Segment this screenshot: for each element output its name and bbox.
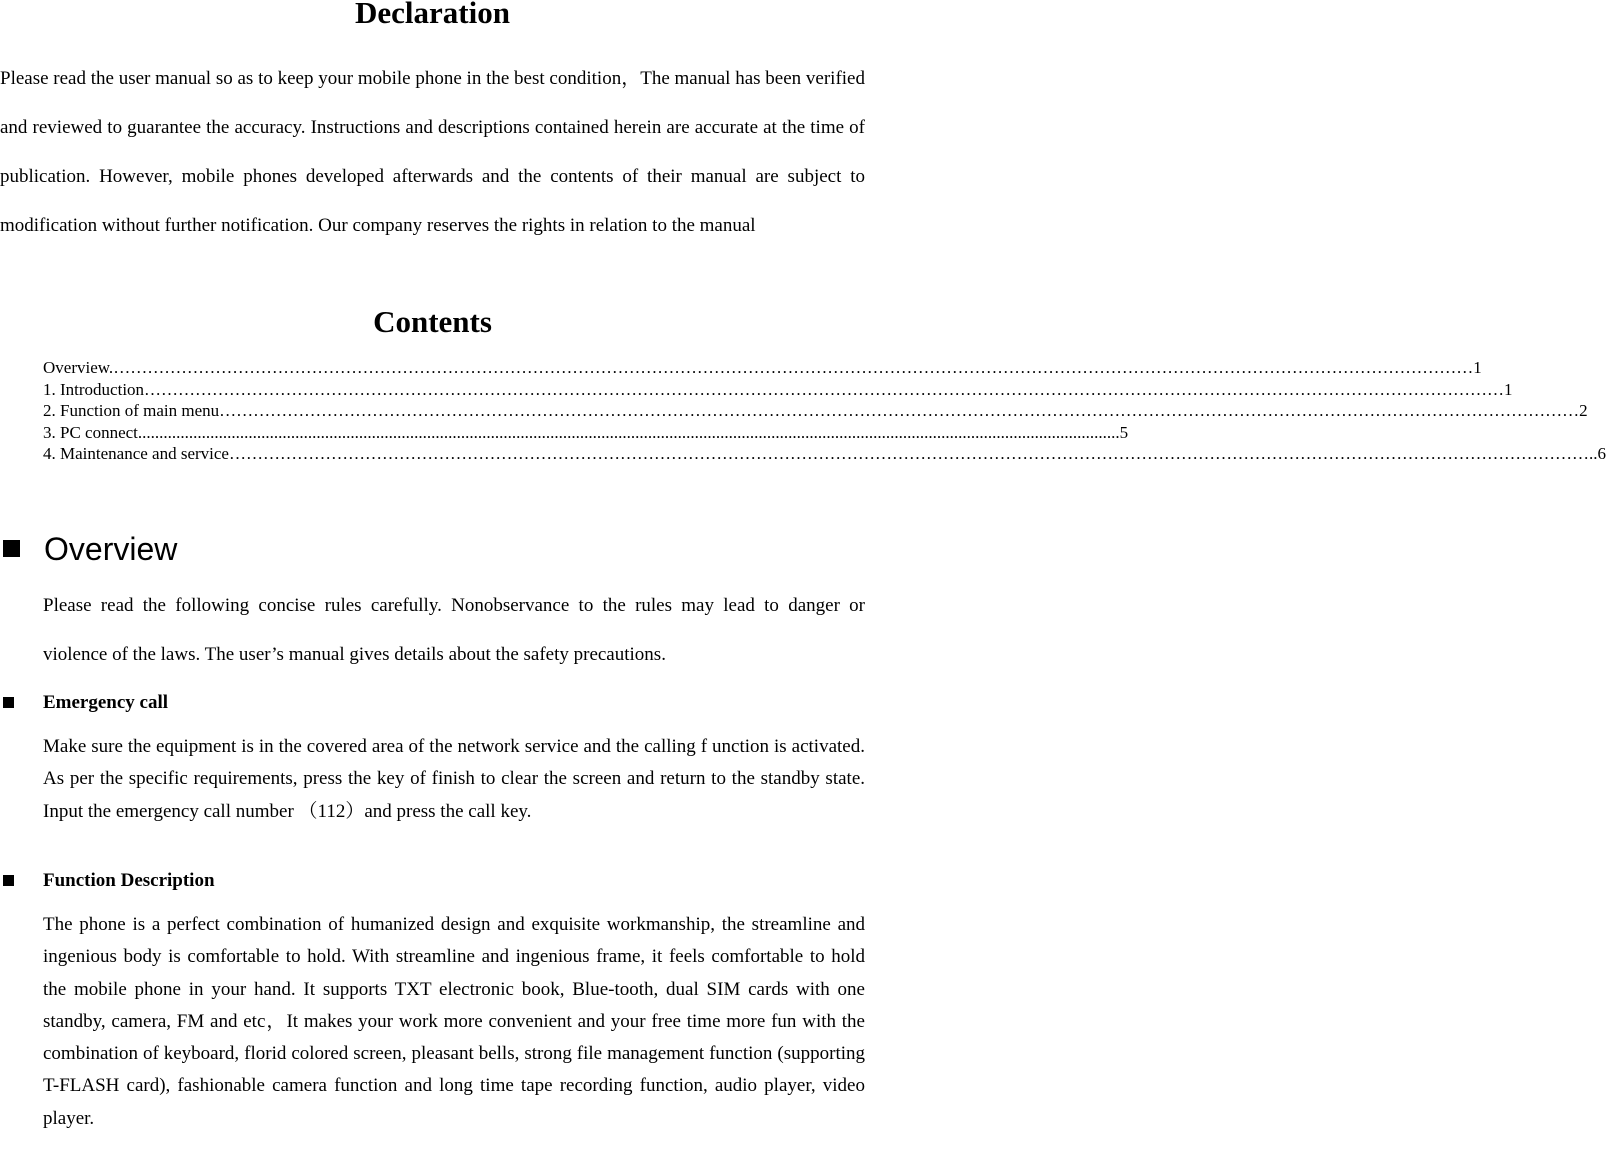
toc-entry-leader: ....................................................................................................................................................................................................................................... <box>137 422 1120 442</box>
toc-entry[interactable] <box>43 443 1606 465</box>
toc-entry-leader: …………………………………………………………………………………………………………………………………………………………………………………………………………………… <box>219 401 1580 420</box>
table-of-contents <box>43 357 1606 465</box>
toc-entry-label: Overview. <box>43 358 114 377</box>
toc-entry-page: 2 <box>1579 401 1588 420</box>
declaration-title: Declaration <box>355 0 510 30</box>
toc-entry-label: 2. Function of main menu <box>43 401 220 420</box>
toc-entry-page: 1 <box>1504 379 1513 399</box>
toc-entry[interactable] <box>43 400 1588 422</box>
toc-entry-leader: …………………………………………………………………………………………………………………………………………………………………………………………………………………… <box>144 379 1505 399</box>
square-bullet-icon <box>3 875 14 886</box>
toc-entry-leader: …………………………………………………………………………………………………………………………………………………………………………………………………………………… <box>113 358 1474 377</box>
emergency-title: Emergency call <box>43 692 169 713</box>
toc-entry-label: 3. PC connect <box>43 422 138 442</box>
toc-entry-page: 5 <box>1119 422 1129 442</box>
square-bullet-icon <box>3 697 14 708</box>
toc-entry-label: 1. Introduction <box>43 379 145 399</box>
emergency-body: Make sure the equipment is in the covered area of the network service and the calling f unction is activated. As per the specific requirements, press the key of finish to clear the screen and return to the standby state. Input the emergency call number （112）and press the call key. <box>43 736 865 822</box>
toc-entry-page: 1 <box>1473 358 1482 377</box>
overview-intro: Please read the following concise rules carefully. Nonobservance to the rules may lead to danger or violence of the laws. The user’s manual gives details about the safety precautions. <box>43 595 865 665</box>
toc-entry[interactable] <box>43 379 1513 401</box>
declaration-body: Please read the user manual so as to keep your mobile phone in the best condition，The manual has been verified and reviewed to guarantee the accuracy. Instructions and descriptions contained herein are accurate at the time of publication. However, mobile phones developed afterwards and the contents of their manual are subject to modification without further notification. Our company reserves the rights in relation to the manual <box>0 68 865 236</box>
toc-entry-label: 4. Maintenance and service <box>43 444 229 463</box>
toc-entry[interactable] <box>43 422 1129 444</box>
toc-entry-page: ..6 <box>1588 444 1606 463</box>
function-body: The phone is a perfect combination of humanized design and exquisite workmanship, the streamline and ingenious body is comfortable to hold. With streamline and ingenious frame, it feels comfortable to hold the mobile phone in your hand. It supports TXT electronic book, Blue-tooth, dual SIM cards with one standby, camera, FM and etc，It makes your work more convenient and your free time more fun with the combination of keyboard, florid colored screen, pleasant bells, strong file management function (supporting T-FLASH card), fashionable camera function and long time tape recording function, audio player, video player. <box>43 914 865 1129</box>
contents-title: Contents <box>373 304 492 339</box>
overview-title: Overview <box>44 531 178 567</box>
function-title: Function Description <box>43 870 215 891</box>
square-bullet-icon <box>3 540 20 557</box>
toc-entry[interactable] <box>43 357 1482 379</box>
toc-entry-leader: …………………………………………………………………………………………………………………………………………………………………………………………………………………… <box>228 444 1589 463</box>
